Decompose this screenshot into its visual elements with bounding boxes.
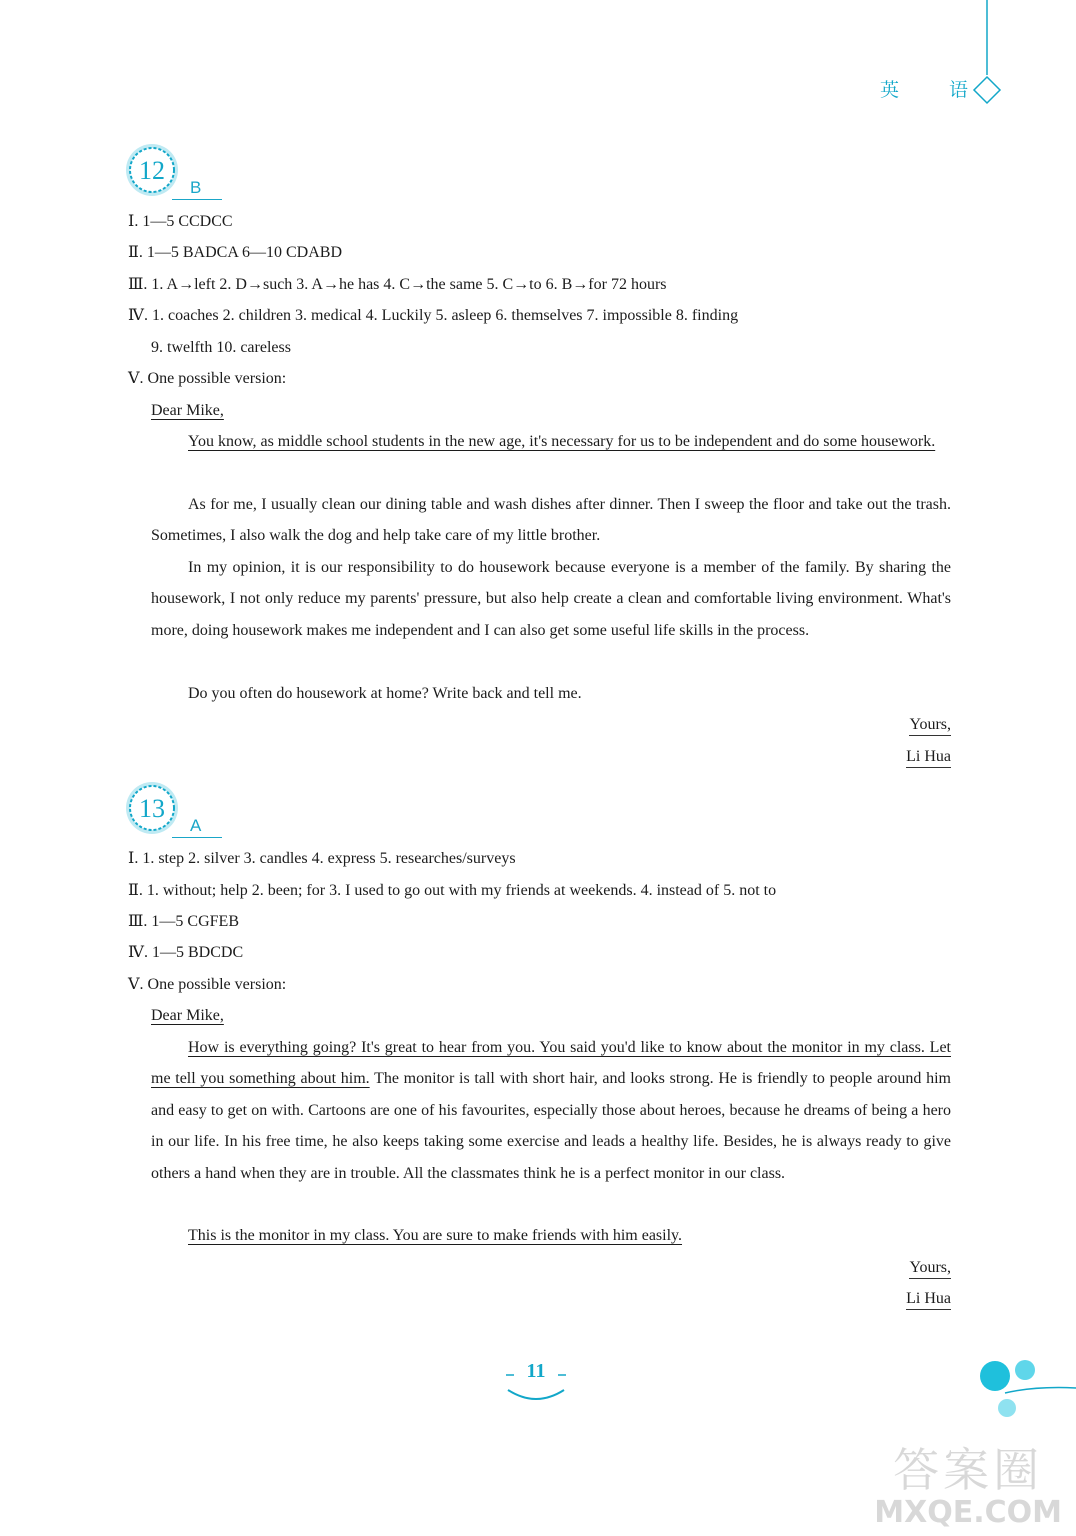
s12-paragraph-1: You know, as middle school students in the new age, it's necessary for us to be independent and do some housework. <box>188 433 936 450</box>
watermark: 答案圈 MXQE.COM <box>874 1443 1062 1530</box>
s12-paragraph-3: In my opinion, it is our responsibility to do housework because everyone is a member of the family. By sharing the housework, I not only reduce my parents' pressure, but also help create a clean and comfortable living environment. What's more, doing housework makes me independent and I can also get some useful life skills in the process. <box>151 559 951 639</box>
s12-closing: Yours, <box>909 715 951 736</box>
s13-paragraph-1: How is everything going? It's great to hear from you. You said you'd like to know about the monitor in my class. Let me tell you something about him. The monitor is tall with short hair, and looks strong. He is friendly to people around him and easy to get on with. Cartoons are one of his favourites, especially those about heroes, because he dreams of being a hero in our life. In his free time, he also keeps taking some exercise and leads a healthy life. Besides, he is always ready to give others a hand when they are in trouble. All the classmates think he is a perfect monitor in our class. <box>151 1039 951 1182</box>
s13-answer-2: Ⅱ. 1. without; help 2. been; for 3. I used to go out with my friends at weekends. 4. instead of 5. not to <box>128 882 777 899</box>
section-12-number: 12 <box>139 156 165 185</box>
section-13-letter-underline <box>172 837 222 838</box>
s13-answer-5: Ⅴ. One possible version: <box>128 976 287 993</box>
section-12-letter-underline <box>172 199 222 200</box>
s12-answer-4: Ⅳ. 1. coaches 2. children 3. medical 4. Luckily 5. asleep 6. themselves 7. impossible 8. finding <box>128 307 739 324</box>
s12-answer-1: Ⅰ. 1—5 CCDCC <box>128 213 233 230</box>
s13-greeting: Dear Mike, <box>151 1007 224 1024</box>
section-13-badge-icon <box>124 780 180 836</box>
s12-answer-6: Ⅴ. One possible version: <box>128 370 287 387</box>
s13-answer-3: Ⅲ. 1—5 CGFEB <box>128 913 239 930</box>
s13-signature: Li Hua <box>906 1289 951 1310</box>
s12-paragraph-4: Do you often do housework at home? Write back and tell me. <box>188 685 582 702</box>
s12-answer-2: Ⅱ. 1—5 BADCA 6—10 CDABD <box>128 244 343 261</box>
subject-title: 英 语 <box>880 79 991 101</box>
section-12-letter: B <box>190 178 202 197</box>
s12-answer-3: Ⅲ. 1. A→left 2. D→such 3. A→he has 4. C→the same 5. C→to 6. B→for 72 hours <box>128 276 667 293</box>
s13-answer-4: Ⅳ. 1—5 BDCDC <box>128 944 244 961</box>
section-13-letter: A <box>190 816 202 835</box>
section-13-number: 13 <box>139 794 165 823</box>
s12-paragraph-2: As for me, I usually clean our dining table and wash dishes after dinner. Then I sweep the floor and take out the trash. Sometimes, I also walk the dog and help take care of my little brother. <box>151 496 951 545</box>
s12-answer-5: 9. twelfth 10. careless <box>151 339 291 356</box>
bubbles-decoration-icon <box>975 1358 1076 1423</box>
section-12-badge-icon <box>124 142 180 198</box>
s13-paragraph-2: This is the monitor in my class. You are sure to make friends with him easily. <box>188 1227 683 1244</box>
s12-greeting: Dear Mike, <box>151 402 224 419</box>
page-number: 11 <box>526 1360 546 1382</box>
s13-answer-1: Ⅰ. 1. step 2. silver 3. candles 4. express 5. researches/surveys <box>128 850 516 867</box>
s13-closing: Yours, <box>909 1258 951 1279</box>
s12-signature: Li Hua <box>906 747 951 768</box>
